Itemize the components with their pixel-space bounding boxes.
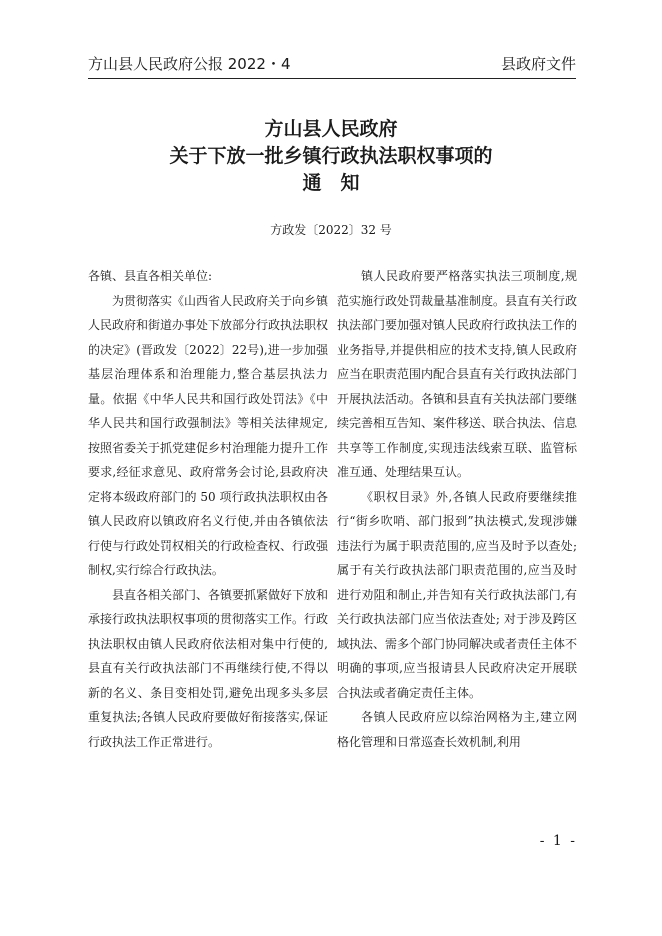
header-publication: 方山县人民政府公报 2022・4 [88, 55, 291, 73]
header-section: 县政府文件 [500, 55, 576, 73]
right-column [337, 264, 577, 754]
paragraph: 《职权目录》外,各镇人民政府要继续推行“街乡吹哨、部门报到”执法模式,发现涉嫌违法行为属于职责范围的,应当及时予以查处;属于有关行政执法部门职责范围的,应当及时进行劝阻和制止,并告知有关行政执法部门,有关行政执法部门应当依法查处; 对于涉及跨区域执法、需多个部门协同解决或者责任主体不明确的事项,应当报请县人民政府决定开展联合执法或者确定责任主体。 [337, 489, 578, 700]
title-line-2: 关于下放一批乡镇行政执法职权事项的 [169, 145, 493, 167]
page-header [88, 44, 576, 79]
page-number: - 1 - [539, 833, 577, 849]
document-number: 方政发〔2022〕32 号 [270, 223, 392, 237]
paragraph: 镇人民政府要严格落实执法三项制度,规范实施行政处罚裁量基准制度。县直有关行政执法部门要加强对镇人民政府行政执法工作的业务指导,并提供相应的技术支持,镇人民政府应当在职责范围内配合县直有关行政执法部门开展执法活动。各镇和县直有关执法部门要继续完善相互告知、案件移送、联合执法、信息共享等工作制度,实现违法线索互联、监管标准互通、处理结果互认。 [337, 269, 578, 479]
paragraph: 为贯彻落实《山西省人民政府关于向乡镇人民政府和街道办事处下放部分行政执法职权的决定》(晋政发〔2022〕22号),进一步加强基层治理体系和治理能力,整合基层执法力量。依据《中华人民共和国行政处罚法》《中华人民共和国行政强制法》等相关法律规定,按照省委关于抓党建促乡村治理能力提升工作要求,经征求意见、政府常务会讨论,县政府决定将本级政府部门的 50 项行政执法职权由各镇人民政府以镇政府名义行使,并由各镇依法行使与行政处罚权相关的行政检查权、行政强制权,实行综合行政执法。 [88, 293, 329, 577]
paragraph: 县直各相关部门、各镇要抓紧做好下放和承接行政执法职权事项的贯彻落实工作。行政执法职权由镇人民政府依法相对集中行使的,县直有关行政执法部门不再继续行使,不得以新的名义、条目变相处罚,避免出现多头多层重复执法;各镇人民政府要做好衔接落实,保证行政执法工作正常进行。 [88, 587, 329, 749]
salutation: 各镇、县直各相关单位: [88, 269, 213, 283]
paragraph: 各镇人民政府应以综治网格为主,建立网格化管理和日常巡查长效机制,利用 [337, 710, 577, 749]
left-column [88, 264, 328, 754]
document-title [0, 116, 662, 197]
title-line-1: 方山县人民政府 [264, 118, 398, 140]
title-line-3: 通 知 [302, 172, 360, 194]
